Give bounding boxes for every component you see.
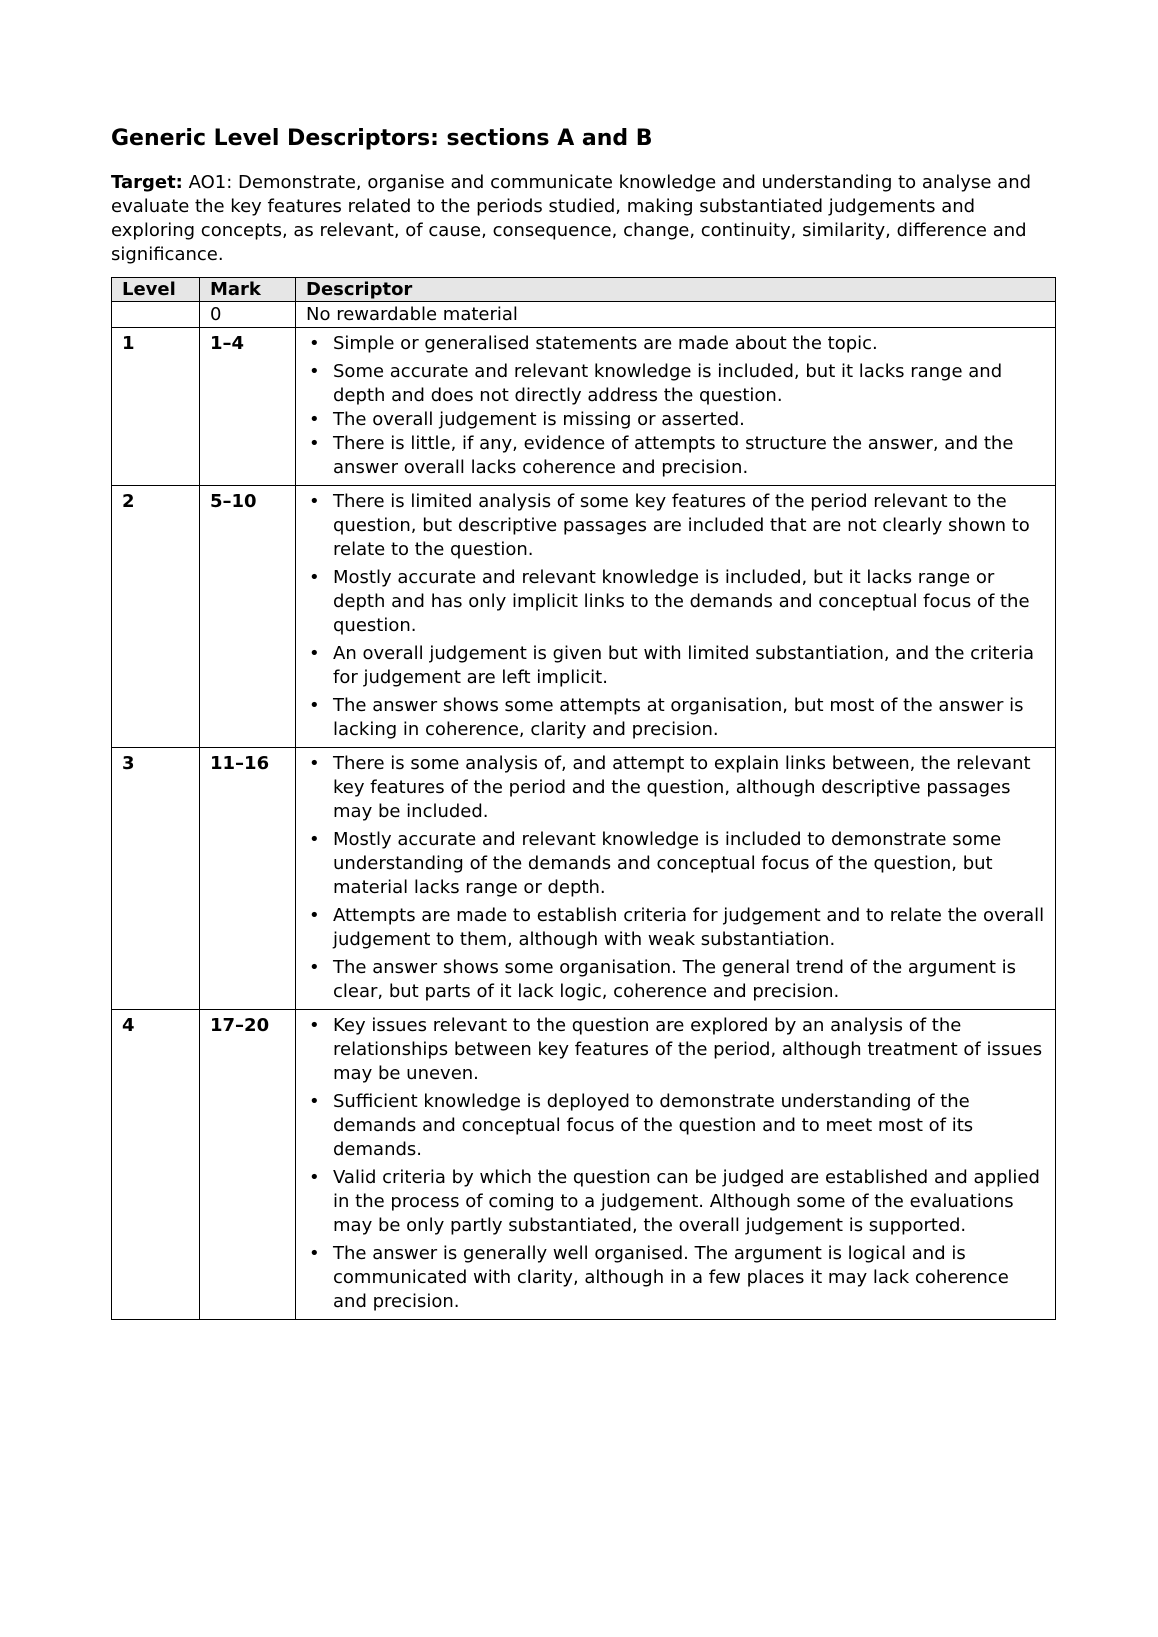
level-cell: 1 <box>112 328 200 486</box>
descriptor-list <box>306 1014 1045 1314</box>
list-item: • Sufficient knowledge is deployed to demonstrate understanding of the demands and conceptual focus of the question and to meet most of its demands. <box>306 1090 1045 1162</box>
descriptor-list <box>306 752 1045 1004</box>
list-item: • Attempts are made to establish criteria for judgement and to relate the overall judgement to them, although with weak substantiation. <box>306 904 1045 952</box>
target-label: Target: <box>111 172 183 193</box>
descriptor-list <box>306 332 1045 480</box>
list-item: • Mostly accurate and relevant knowledge is included, but it lacks range or depth and has only implicit links to the demands and conceptual focus of the question. <box>306 566 1045 638</box>
mark-cell: 5–10 <box>200 486 296 748</box>
header-mark: Mark <box>200 278 296 302</box>
level-cell: 2 <box>112 486 200 748</box>
level-cell: 4 <box>112 1010 200 1320</box>
descriptor-cell <box>296 748 1056 1010</box>
list-item: • There is some analysis of, and attempt to explain links between, the relevant key features of the period and the question, although descriptive passages may be included. <box>306 752 1045 824</box>
list-item: • There is limited analysis of some key features of the period relevant to the question, but descriptive passages are included that are not clearly shown to relate to the question. <box>306 490 1045 562</box>
list-item: • An overall judgement is given but with limited substantiation, and the criteria for judgement are left implicit. <box>306 642 1045 690</box>
header-descriptor: Descriptor <box>296 278 1056 302</box>
descriptor-list <box>306 490 1045 742</box>
list-item: • Mostly accurate and relevant knowledge is included to demonstrate some understanding of the demands and conceptual focus of the question, but material lacks range or depth. <box>306 828 1045 900</box>
descriptor-cell <box>296 1010 1056 1320</box>
table-row <box>112 302 1056 328</box>
target-statement <box>111 171 1055 267</box>
descriptor-cell <box>296 328 1056 486</box>
mark-cell: 1–4 <box>200 328 296 486</box>
table-header-row <box>112 278 1056 302</box>
descriptor-cell: No rewardable material <box>296 302 1056 328</box>
list-item: • The answer shows some organisation. The general trend of the argument is clear, but parts of it lack logic, coherence and precision. <box>306 956 1045 1004</box>
level-descriptor-table <box>111 277 1056 1320</box>
page-title: Generic Level Descriptors: sections A and B <box>111 126 653 151</box>
target-text: AO1: Demonstrate, organise and communicate knowledge and understanding to analyse and evaluate the key features related to the periods studied, making substantiated judgements and exploring concepts, as relevant, of cause, consequence, change, continuity, similarity, difference and significance. <box>111 172 1032 265</box>
table-row <box>112 486 1056 748</box>
list-item: • Some accurate and relevant knowledge is included, but it lacks range and depth and does not directly address the question. <box>306 360 1045 408</box>
list-item: • There is little, if any, evidence of attempts to structure the answer, and the answer overall lacks coherence and precision. <box>306 432 1045 480</box>
document-page <box>111 125 1055 1320</box>
table-row <box>112 748 1056 1010</box>
level-cell: 3 <box>112 748 200 1010</box>
list-item: • The answer is generally well organised. The argument is logical and is communicated with clarity, although in a few places it may lack coherence and precision. <box>306 1242 1045 1314</box>
mark-cell: 0 <box>200 302 296 328</box>
table-row <box>112 1010 1056 1320</box>
table-row <box>112 328 1056 486</box>
list-item: • The answer shows some attempts at organisation, but most of the answer is lacking in coherence, clarity and precision. <box>306 694 1045 742</box>
level-cell <box>112 302 200 328</box>
mark-cell: 17–20 <box>200 1010 296 1320</box>
descriptor-cell <box>296 486 1056 748</box>
list-item: • Simple or generalised statements are made about the topic. <box>306 332 1045 356</box>
header-level: Level <box>112 278 200 302</box>
list-item: • Key issues relevant to the question are explored by an analysis of the relationships between key features of the period, although treatment of issues may be uneven. <box>306 1014 1045 1086</box>
list-item: • Valid criteria by which the question can be judged are established and applied in the process of coming to a judgement. Although some of the evaluations may be only partly substantiated, the overall judgement is supported. <box>306 1166 1045 1238</box>
list-item: • The overall judgement is missing or asserted. <box>306 408 1045 432</box>
mark-cell: 11–16 <box>200 748 296 1010</box>
